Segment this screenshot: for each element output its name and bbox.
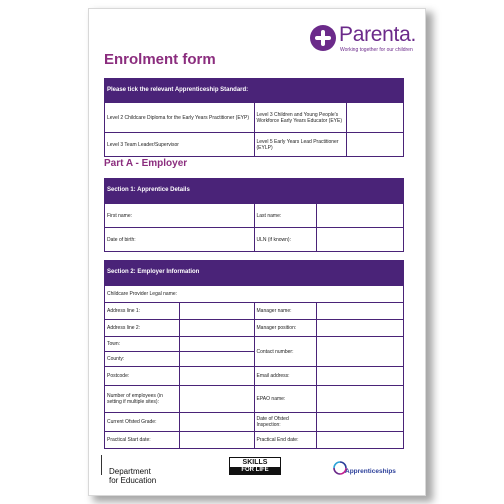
skills-for-life-logo [229, 457, 281, 475]
county-input[interactable] [179, 352, 254, 367]
address-line-2-label: Address line 2: [105, 320, 180, 337]
standard-option[interactable]: Level 2 Childcare Diploma for the Early Years Practitioner (EYP) [105, 103, 255, 133]
standard-header [104, 78, 404, 102]
start-date-input[interactable] [179, 432, 254, 449]
postcode-input[interactable] [179, 367, 254, 386]
email-input[interactable] [317, 367, 404, 386]
standard-table [104, 102, 404, 157]
provider-name-field[interactable]: Childcare Provider Legal name: [105, 286, 404, 303]
manager-name-label: Manager name: [254, 303, 317, 320]
parenta-cross-icon [310, 25, 336, 51]
brand-tagline: Working together for our children [340, 47, 413, 53]
section2-header-text: Section 2: Employer Information [107, 269, 200, 275]
address-line-2-input[interactable] [179, 320, 254, 337]
footer-logos [89, 453, 427, 497]
first-name-field[interactable]: First name: [105, 204, 255, 228]
county-label: County: [105, 352, 180, 367]
contact-number-input[interactable] [317, 337, 404, 367]
tick-box[interactable] [347, 133, 404, 157]
uln-input[interactable] [317, 228, 404, 252]
standard-option[interactable]: Level 3 Team Leader/Supervisor [105, 133, 255, 157]
form-page [88, 8, 426, 496]
dob-field[interactable]: Date of birth: [105, 228, 255, 252]
section2-header [104, 260, 404, 285]
town-input[interactable] [179, 337, 254, 352]
apprenticeships-logo [333, 461, 413, 481]
employer-info-table [104, 285, 404, 449]
page-title: Enrolment form [104, 51, 216, 68]
manager-position-label: Manager position: [254, 320, 317, 337]
uln-field[interactable]: ULN (if known): [254, 228, 317, 252]
crest-icon [101, 455, 108, 475]
manager-position-input[interactable] [317, 320, 404, 337]
standard-option[interactable]: Level 5 Early Years Lead Practitioner (EYLP) [254, 133, 347, 157]
address-line-1-input[interactable] [179, 303, 254, 320]
start-date-label: Practical Start date: [105, 432, 180, 449]
ofsted-date-label: Date of Ofsted Inspection: [254, 413, 317, 432]
parenta-logo [310, 23, 422, 59]
employees-label: Number of employees (in setting if multiple sites): [105, 386, 180, 413]
employees-input[interactable] [179, 386, 254, 413]
last-name-input[interactable] [317, 204, 404, 228]
end-date-input[interactable] [317, 432, 404, 449]
dfe-line-2: for Education [109, 476, 157, 485]
ofsted-grade-input[interactable] [179, 413, 254, 432]
ofsted-date-input[interactable] [317, 413, 404, 432]
epao-input[interactable] [317, 386, 404, 413]
town-label: Town: [105, 337, 180, 352]
skills-text: SKILLS [242, 459, 268, 466]
section1-header-text: Section 1: Apprentice Details [107, 187, 190, 193]
end-date-label: Practical End date: [254, 432, 317, 449]
section1-header [104, 178, 404, 203]
standard-option[interactable]: Level 3 Children and Young People's Workforce Early Years Educator (EYE) [254, 103, 347, 133]
email-label: Email address: [254, 367, 317, 386]
address-line-1-label: Address line 1: [105, 303, 180, 320]
ofsted-grade-label: Current Ofsted Grade: [105, 413, 180, 432]
manager-name-input[interactable] [317, 303, 404, 320]
part-a-heading: Part A - Employer [104, 158, 188, 169]
apprenticeships-text: Apprenticeships [345, 468, 396, 475]
tick-box[interactable] [347, 103, 404, 133]
apprentice-details-table [104, 203, 404, 252]
standard-header-text: Please tick the relevant Apprenticeship Standard: [107, 87, 249, 93]
for-life-text: FOR LIFE [230, 467, 280, 474]
postcode-label: Postcode: [105, 367, 180, 386]
contact-number-label: Contact number: [254, 337, 317, 367]
dfe-line-1: Department [109, 467, 151, 476]
last-name-field[interactable]: Last name: [254, 204, 317, 228]
brand-name: Parenta. [339, 23, 416, 46]
epao-label: EPAO name: [254, 386, 317, 413]
